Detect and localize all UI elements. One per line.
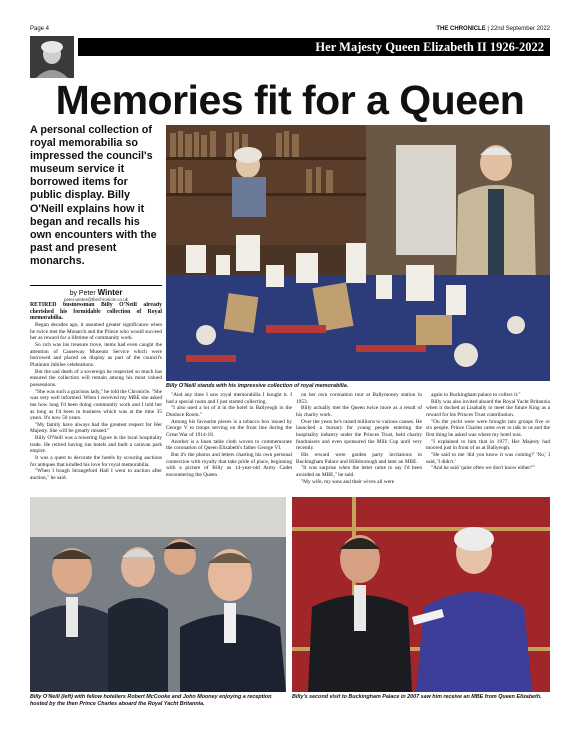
byline-email: peter.winter@thechronicle.co.uk	[63, 297, 129, 302]
article-paragraph: "It was surprise when the letter came to say I'd been awarded an MBE," he said.	[296, 465, 422, 478]
article-paragraph: Another is a linen table cloth woven to commemorate the coronation of Queen Elizabeth's father George VI.	[166, 438, 292, 452]
section-banner	[30, 36, 550, 78]
article-paragraph: But the sad death of a sovereign he respected so much has ensured the collection will remain among his most valued possessions.	[30, 368, 162, 388]
banner-title: Her Majesty Queen Elizabeth II 1926-2022	[78, 38, 550, 56]
article-paragraph: Begun decades ago, it assumed greater significance when he twice met the Monarch and the Prince who would succeed her as reward for a lifetime of community work.	[30, 321, 162, 342]
article-paragraph: His reward were garden party invitations to Buckingham Palace and Hillsborough and later an MBE.	[296, 451, 422, 465]
article-paragraph: It was a quest to decorate the hotels by scouring auctions for antiques that kindled his love for royal memorabilia.	[30, 455, 162, 468]
article-paragraph: "And he said 'quite often we don't know either!'"	[431, 465, 536, 472]
article-column-2	[166, 392, 292, 492]
standfirst: A personal collection of royal memorabilia so impressed the council's museum service it borrowed items for public display. Billy O'Neill explains how it began and recalls his own encounters with the past and present monarchs.	[30, 124, 157, 267]
article-paragraph: Billy actually met the Queen twice more as a result of his charity work.	[296, 405, 422, 418]
byline-author: by Peter Winter	[69, 288, 123, 297]
article-paragraph: RETIRED businessman Billy O'Neill already cherished his formidable collection of Royal memorabilia.	[30, 302, 162, 322]
article-paragraph: "On the yacht were were brought into groups five or six people. Prince Charles came over to talk to us and the first thing he asked was where my hotel was.	[426, 418, 550, 438]
article-paragraph: "I also used a lot of it in the hotel in Ballyeogh in the Dunluce Room."	[166, 405, 292, 418]
right-photo-caption: Billy's second visit to Buckingham Palace in 2007 saw him receive an MBE from Queen Elizabeth.	[292, 694, 542, 700]
article-paragraph: "And any time I saw royal memorabilia I bought it. I had a special room and I just started collecting.	[166, 392, 292, 405]
article-paragraph: Billy was also invited aboard the Royal Yacht Britannia when it docked at Lisahally to meet the future King as a reward for his Princes Trust contribution.	[426, 398, 550, 418]
article-paragraph: "He said to me 'did you know it was coming?' 'No,' I said, 'I didn't.'	[426, 451, 550, 465]
photo-britannia-reception	[30, 497, 286, 692]
article-paragraph: But it's the photos and letters charting his own personal connection with royalty that take pride of place, beginning with a picture of Billy as 14-year-old Army Cadet encountering the Queen	[166, 451, 292, 478]
article-paragraph: "My family have always had the greatest respect for Her Majesty. She will be greatly missed."	[30, 421, 162, 435]
headline: Memories fit for a Queen	[55, 77, 525, 123]
article-paragraph: on her own coronation tour at Ballymoney station in 1953.	[296, 392, 422, 405]
article-column-4	[426, 392, 550, 492]
article-paragraph: again to Buckingham palace to collect it."	[431, 392, 521, 398]
article-paragraph: Over the years he's raised millions to various causes. He launched a bursary for young people entering the hospitality industry under the Princes Trust, held charity fundraisers and even sponsored the Milk Cup until very recently.	[296, 418, 422, 452]
byline	[30, 285, 162, 302]
article-paragraph: "She was such a gracious lady," he told the Chronicle. "She was very well informed. When I received my MBE she asked me how long I'd been doing community work and I told her as long as I'd been in business which was at the time 35 years. It's now 50 years.	[30, 388, 162, 422]
article-column-3	[296, 392, 422, 492]
page-header	[30, 26, 550, 36]
publication-date: 22nd September 2022	[490, 26, 550, 32]
main-photo-caption: Billy O'Neill stands with his impressive collection of royal memorabilia.	[166, 383, 349, 389]
article-paragraph: "When I bough Strangeford Hall I went to auction after auction," he said.	[30, 468, 162, 482]
main-photo-collection	[166, 125, 550, 381]
publication-name: THE CHRONICLE	[436, 26, 486, 32]
article-paragraph: Among his favourite pieces is a tobacco box issued by George V to troops serving on the front line during the Great War of 1914-18.	[166, 418, 292, 438]
left-photo-caption: Billy O'Neill (left) with fellow hoteliers Robert McCooke and John Mooney enjoying a reception hosted by the then Prince Charles aboard the Royal Yacht Britannia.	[30, 694, 272, 707]
article-paragraph: So rich was his treasure trove, items had even caught the attention of Causeway Museum Service which were borrowed and placed on display as part of the council's Platinum Jubilee celebrations.	[30, 341, 162, 368]
article-column-1	[30, 302, 162, 492]
queen-portrait-thumbnail	[30, 36, 74, 78]
article-paragraph: "My wife, my sons and their wives all were	[301, 478, 395, 485]
publication-line: THE CHRONICLE | 22nd September 2022	[436, 26, 550, 32]
page-number: Page 4	[30, 26, 50, 32]
article-paragraph: "I explained to him that in 1977, Her Majesty had moored just in front of us at Ballyeogh.	[426, 438, 550, 452]
photo-mbe-investiture	[292, 497, 550, 692]
article-paragraph: Billy O'Neill was a towering figure in the local hospitality trade. He retired having run hotels and built a caravan park empire.	[30, 435, 162, 455]
